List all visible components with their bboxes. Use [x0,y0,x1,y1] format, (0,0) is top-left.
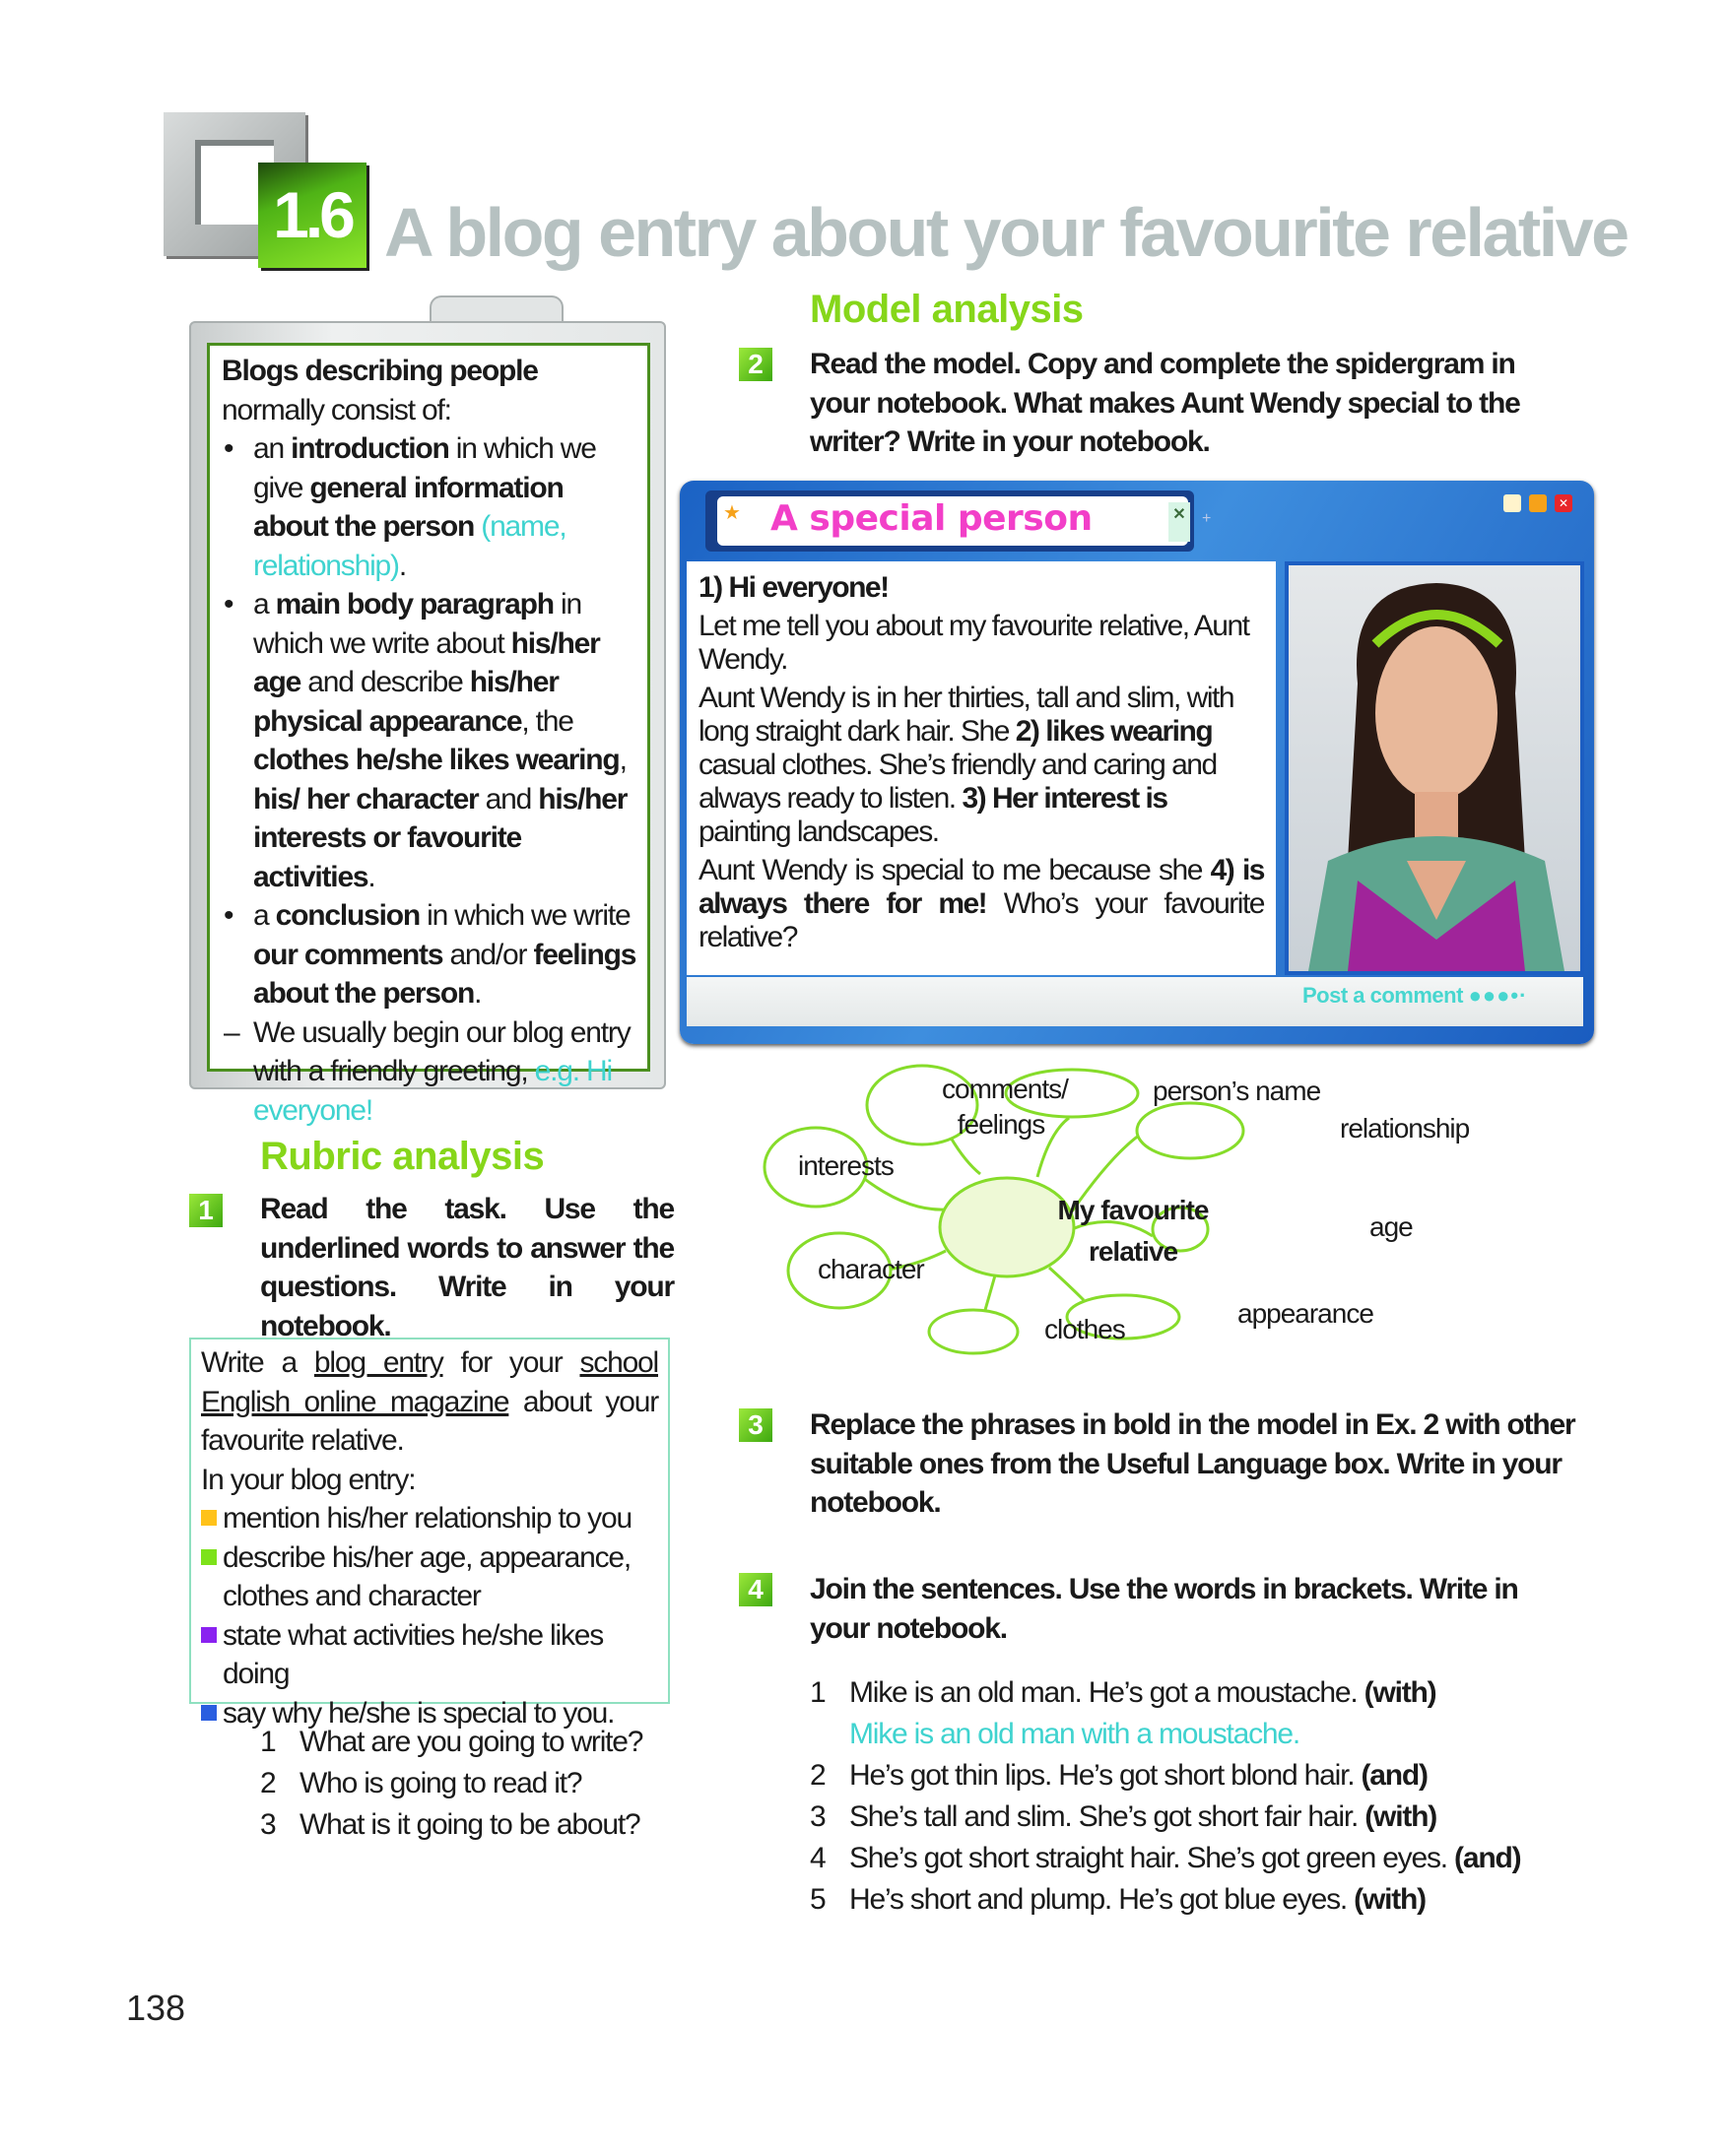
bullet-square-icon [201,1549,217,1565]
task-lead: In your blog entry: [201,1463,416,1496]
questions-list [260,1722,642,1846]
tip-text: clothes he/she likes wearing [253,744,620,776]
exercise-1-badge: 1 [189,1194,223,1227]
exercise-2-instructions: Read the model. Copy and complete the spidergram in your notebook. What makes Aunt Wendy special to the writer? Write in your notebook. [810,348,1520,458]
spider-label-name: person’s name [1153,1076,1321,1106]
exercise-3-instructions: Replace the phrases in bold in the model in Ex. 2 with other suitable ones from the Useful Language box. Write in your notebook. [810,1408,1575,1519]
task-bullet [201,1616,658,1694]
item-text: He’s got thin lips. He’s got short blond hair. [849,1759,1362,1792]
tip-example: e.g. Hi everyone! [253,1055,612,1127]
tip-text: a [253,899,276,932]
unit-number: 1.6 [258,163,366,268]
exercise-4-badge: 4 [739,1573,772,1606]
item-text: She’s got short straight hair. She’s got green eyes. [849,1842,1455,1874]
example-answer: Mike is an old man with a moustache. [849,1718,1300,1750]
maximize-icon[interactable] [1529,494,1547,512]
rubric-analysis-heading: Rubric analysis [260,1135,545,1178]
task-bullet-text: mention his/her relationship to you [223,1502,632,1535]
item-word: (and) [1454,1842,1521,1874]
tip-text: his/ her character [253,782,479,816]
tip-text: . [367,860,375,893]
bullet-square-icon [201,1510,217,1526]
item-text: He’s short and plump. He’s got blue eyes. [849,1883,1355,1916]
exercise-item [810,1755,1520,1797]
tip-text: his/her interests or favourite activities [253,782,628,893]
star-icon: ★ [723,502,741,524]
tip-text: an [253,432,292,465]
tip-text: general information about the person [253,471,564,543]
exercise-3-badge: 3 [739,1408,772,1442]
task-text: Write a blog entry for your school English online magazine about your favourite relative. [201,1346,659,1457]
model-analysis-heading: Model analysis [810,288,1084,331]
task-bullets [201,1499,658,1732]
question-item [260,1722,642,1763]
spider-label-interests: interests [798,1150,894,1181]
item-word: (with) [1364,1676,1436,1709]
item-number: 3 [810,1800,826,1833]
bullet-square-icon [201,1705,217,1721]
exercise-2-badge: 2 [739,348,772,381]
task-bullet [201,1538,658,1616]
blog-title: A special person [770,498,1093,539]
tip-text: conclusion [275,899,420,932]
tip-text: in which we write [419,899,631,932]
tip-text: introduction [291,432,449,465]
close-tab-icon[interactable]: ✕ [1168,502,1190,542]
exercise-item [810,1797,1520,1838]
item-text: Mike is an old man. He’s got a moustache. [849,1676,1364,1709]
minimize-icon[interactable] [1503,494,1521,512]
tip-text: in which we write about [253,588,581,660]
tip-text: feelings [533,938,636,971]
question-item [260,1763,642,1804]
spider-label-age: age [1369,1211,1413,1242]
tip-item [222,585,637,896]
close-window-icon[interactable]: ✕ [1555,494,1572,512]
tip-text: his/her age [253,626,600,698]
tip-text: We usually begin our blog entry with a friendly greeting, [253,1015,631,1087]
task-bullet [201,1499,658,1538]
blog-greeting: 1) Hi everyone! [699,571,889,604]
item-text: She’s tall and slim. She’s got short fair hair. [849,1800,1365,1833]
tip-text: , [619,744,627,776]
page-number: 138 [126,1988,186,2028]
tip-text: main body paragraph [275,588,554,621]
item-word: (with) [1354,1883,1426,1916]
tip-item [222,1013,637,1131]
tip-list [222,429,637,1130]
question-text: What is it going to be about? [299,1808,640,1841]
tip-text: and [478,782,539,816]
exercise-4-instructions: Join the sentences. Use the words in brackets. Write in your notebook. [810,1573,1518,1645]
tip-text: . [398,549,406,582]
question-item [260,1804,642,1846]
item-number: 5 [810,1883,826,1916]
tip-text: , the [521,704,573,738]
tip-text: his/her physical appearance [253,666,559,738]
item-number: 2 [810,1759,826,1792]
spidergram-labels [759,1064,1527,1379]
exercise-item [810,1879,1520,1921]
spider-label-character: character [818,1254,924,1284]
task-bullet-text: say why he/she is special to you. [223,1696,615,1730]
new-tab-icon[interactable]: + [1202,510,1212,527]
blog-paragraph-2: Aunt Wendy is in her thirties, tall and slim, with long straight dark hair. She 2) likes wearing casual clothes. She’s friendly and caring and always ready to listen. 3) Her interest is painting landscapes. [699,682,1234,848]
question-number: 2 [260,1767,276,1799]
spider-label-comments: comments/ feelings [942,1074,1068,1140]
tip-box [207,343,650,1127]
exercise-4-list [810,1672,1520,1921]
item-number: 1 [810,1676,826,1709]
question-text: Who is going to read it? [299,1767,582,1799]
page-title: A blog entry about your favourite relative [384,194,1628,271]
post-comment-link[interactable]: Post a comment ●●●•· [1302,983,1528,1008]
task-box [189,1338,670,1730]
spider-label-center: My favourite relative [1057,1195,1209,1267]
spider-label-appearance: appearance [1237,1298,1373,1329]
tip-text: . [474,977,482,1010]
blog-post [687,561,1276,975]
spider-label-clothes: clothes [1044,1314,1125,1344]
task-bullet-text: describe his/her age, appearance, clothes and character [223,1540,632,1612]
tip-text: in which we give [253,432,596,504]
tip-text: our comments [253,938,443,971]
tip-text: and describe [300,666,470,698]
tip-text: about the person [253,977,475,1010]
question-number: 1 [260,1726,276,1758]
spider-label-relationship: relationship [1340,1113,1470,1143]
aunt-wendy-photo [1285,561,1584,975]
item-number: 4 [810,1842,826,1874]
item-word: (and) [1361,1759,1428,1792]
question-text: What are you going to write? [299,1726,643,1758]
exercise-item [810,1838,1520,1879]
tip-text: a [253,588,276,621]
dots-icon: ●●●•· [1468,983,1528,1008]
tip-item [222,896,637,1013]
bullet-square-icon [201,1627,217,1643]
tip-intro: Blogs describing people normally consist of: [222,355,538,426]
question-number: 3 [260,1808,276,1841]
tip-text: and/or [442,938,534,971]
tip-item [222,429,637,585]
tip-example: (name, relationship) [253,510,566,582]
task-bullet-text: state what activities he/she likes doing [223,1618,604,1690]
item-word: (with) [1364,1800,1437,1833]
blog-paragraph-3: Aunt Wendy is special to me because she 4) is always there for me! Who’s your favourite relative? [699,854,1264,953]
blog-paragraph-1: Let me tell you about my favourite relative, Aunt Wendy. [699,610,1249,676]
exercise-1-instructions: Read the task. Use the underlined words to answer the questions. Write in your notebook. [260,1193,674,1342]
exercise-item [810,1672,1520,1714]
